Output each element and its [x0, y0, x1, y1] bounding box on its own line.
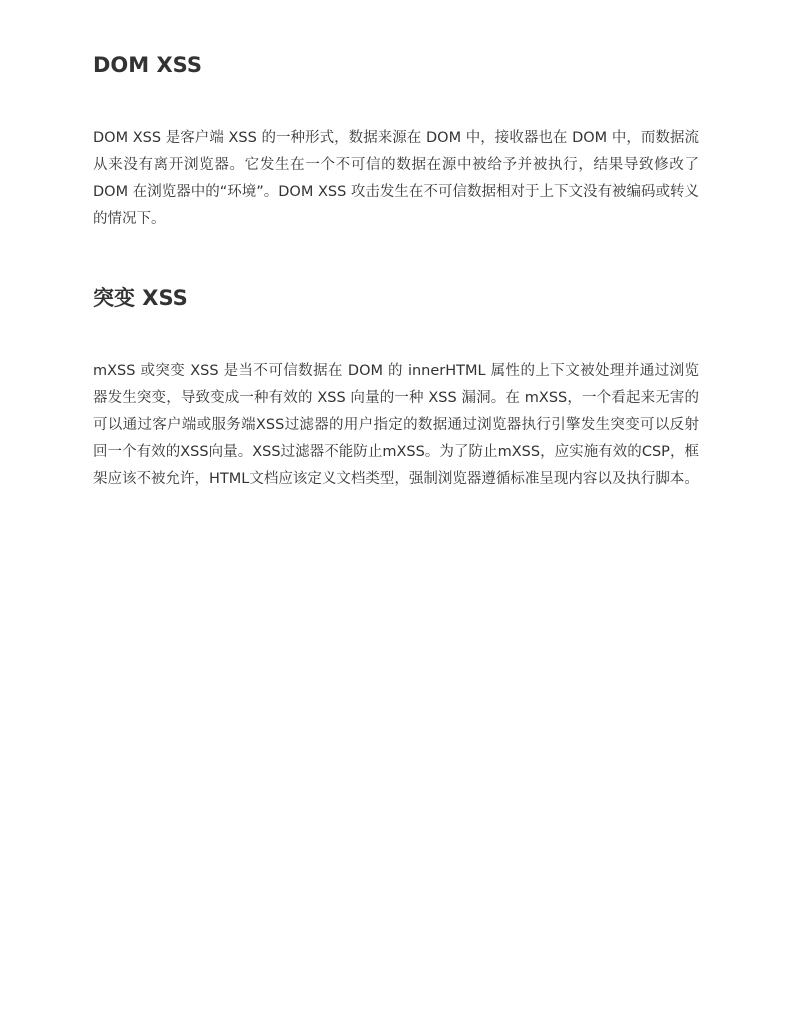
section-paragraph-mutation-xss: mXSS 或突变 XSS 是当不可信数据在 DOM 的 innerHTML 属性的上下文被处理并通过浏览器发生突变，导致变成一种有效的 XSS 向量的一种 XSS 漏洞。在 mXSS，一个看起来无害的可以通过客户端或服务端XSS过滤器的用户指定的数据通过浏览器执行引擎发生突变可以反射回一个有效的XSS向量。XSS过滤器不能防止mXSS。为了防止mXSS，应实施有效的CSP，框架应该不被允许，HTML文档应该定义文档类型，强制浏览器遵循标准呈现内容以及执行脚本。 — [93, 363, 699, 487]
section-paragraph-dom-xss: DOM XSS 是客户端 XSS 的一种形式，数据来源在 DOM 中，接收器也在 DOM 中，而数据流从来没有离开浏览器。它发生在一个不可信的数据在源中被给予并被执行，结果导致修改了 DOM 在浏览器中的“环境”。DOM XSS 攻击发生在不可信数据相对于上下文没有被编码或转义的情况下。 — [93, 130, 699, 227]
section-title-mutation-xss: 突变 XSS — [93, 286, 188, 310]
section-title-dom-xss: DOM XSS — [93, 53, 202, 77]
